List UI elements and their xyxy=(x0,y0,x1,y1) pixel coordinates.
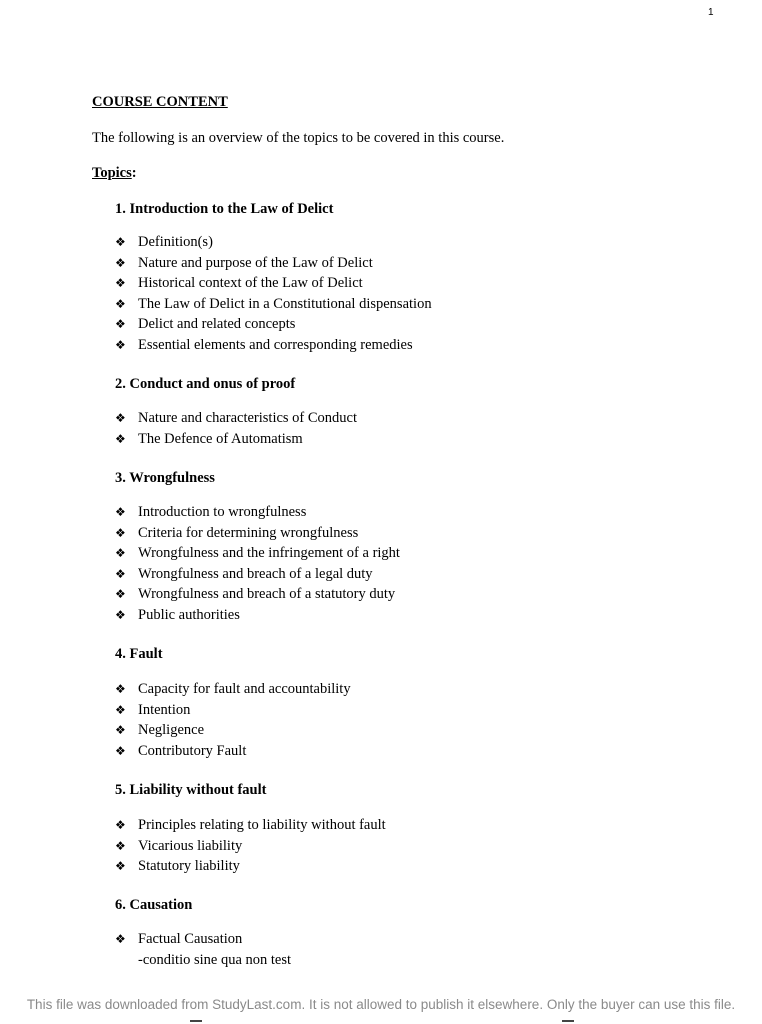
list-item-label: Factual Causation xyxy=(138,931,243,947)
list-item-label: Wrongfulness and breach of a statutory duty xyxy=(138,586,396,602)
diamond-bullet-icon: ❖ xyxy=(115,566,126,581)
section-heading-4: 4. Fault xyxy=(115,646,163,662)
download-watermark: This file was downloaded from StudyLast.com. It is not allowed to publish it elsewhere. Only the buyer can use this file. xyxy=(26,997,736,1012)
topics-label-text: Topics xyxy=(92,165,132,181)
list-item xyxy=(115,605,400,626)
list-item-label: Negligence xyxy=(138,722,205,738)
list-item xyxy=(115,815,386,836)
diamond-bullet-icon: ❖ xyxy=(115,235,126,249)
diamond-bullet-icon: ❖ xyxy=(115,859,126,873)
diamond-bullet-icon: ❖ xyxy=(115,587,126,601)
diamond-bullet-icon: ❖ xyxy=(115,682,126,696)
list-item-label: Nature and characteristics of Conduct xyxy=(138,410,358,426)
diamond-bullet-icon: ❖ xyxy=(115,276,126,290)
list-item xyxy=(115,294,432,315)
diamond-bullet-icon: ❖ xyxy=(115,525,126,540)
intro-paragraph: The following is an overview of the topics to be covered in this course. xyxy=(92,130,505,146)
list-item-label: Intention xyxy=(138,701,191,718)
list-item-label: Introduction to wrongfulness xyxy=(138,504,307,520)
document-body xyxy=(92,92,712,968)
crop-mark xyxy=(190,1020,202,1022)
diamond-bullet-icon: ❖ xyxy=(115,818,126,832)
section-heading-5: 5. Liability without fault xyxy=(115,782,267,798)
diamond-bullet-icon: ❖ xyxy=(115,932,126,946)
list-item-label: Historical context of the Law of Delict xyxy=(138,275,363,291)
diamond-bullet-icon: ❖ xyxy=(115,431,126,446)
section-4-list xyxy=(115,679,351,761)
list-item-label: Wrongfulness and breach of a legal duty xyxy=(138,565,373,582)
list-item xyxy=(115,314,432,335)
list-item xyxy=(115,929,242,950)
diamond-bullet-icon: ❖ xyxy=(115,255,126,270)
list-item-label: The Law of Delict in a Constitutional dispensation xyxy=(138,295,432,312)
page-number: 1 xyxy=(708,7,714,18)
list-item xyxy=(115,502,400,523)
list-item xyxy=(115,253,432,274)
diamond-bullet-icon: ❖ xyxy=(115,743,126,758)
list-item xyxy=(115,584,400,605)
diamond-bullet-icon: ❖ xyxy=(115,702,126,717)
list-item xyxy=(115,720,351,741)
list-item xyxy=(115,836,386,857)
list-item xyxy=(115,543,400,564)
section-6-list xyxy=(115,929,242,950)
diamond-bullet-icon: ❖ xyxy=(115,317,126,331)
list-item-label: Contributory Fault xyxy=(138,742,247,759)
section-3-list xyxy=(115,502,400,625)
list-item-label: Essential elements and corresponding remedies xyxy=(138,336,413,353)
list-item-label: Principles relating to liability without fault xyxy=(138,817,386,833)
section-heading-6: 6. Causation xyxy=(115,897,193,913)
list-item xyxy=(115,741,351,762)
list-item-label: Delict and related concepts xyxy=(138,316,296,332)
topics-label xyxy=(92,163,137,183)
list-item-label: Wrongfulness and the infringement of a right xyxy=(138,545,400,561)
list-item-label: Nature and purpose of the Law of Delict xyxy=(138,254,373,271)
diamond-bullet-icon: ❖ xyxy=(115,607,126,622)
list-item-label: Vicarious liability xyxy=(138,837,243,854)
list-item-label: Definition(s) xyxy=(138,234,213,250)
list-item-label: The Defence of Automatism xyxy=(138,430,303,447)
diamond-bullet-icon: ❖ xyxy=(115,337,126,352)
list-item xyxy=(115,273,432,294)
diamond-bullet-icon: ❖ xyxy=(115,411,126,425)
list-item xyxy=(115,856,386,877)
section-heading-3: 3. Wrongfulness xyxy=(115,470,215,486)
section-6-sub-line: -conditio sine qua non test xyxy=(138,952,292,968)
list-item-label: Capacity for fault and accountability xyxy=(138,681,351,697)
section-heading-1: 1. Introduction to the Law of Delict xyxy=(115,201,334,217)
diamond-bullet-icon: ❖ xyxy=(115,296,126,311)
list-item-label: Statutory liability xyxy=(138,858,240,874)
list-item xyxy=(115,408,357,429)
crop-mark xyxy=(562,1020,574,1022)
section-heading-2: 2. Conduct and onus of proof xyxy=(115,376,296,392)
list-item xyxy=(115,523,400,544)
list-item xyxy=(115,429,357,450)
list-item xyxy=(115,232,432,253)
section-1-list xyxy=(115,232,432,355)
course-title: COURSE CONTENT xyxy=(92,94,228,110)
list-item xyxy=(115,700,351,721)
list-item-label: Public authorities xyxy=(138,606,240,623)
section-5-list xyxy=(115,815,386,877)
diamond-bullet-icon: ❖ xyxy=(115,546,126,560)
list-item xyxy=(115,564,400,585)
section-2-list xyxy=(115,408,357,449)
diamond-bullet-icon: ❖ xyxy=(115,838,126,853)
list-item xyxy=(115,679,351,700)
list-item xyxy=(115,335,432,356)
list-item-label: Criteria for determining wrongfulness xyxy=(138,524,359,541)
topics-label-colon: : xyxy=(131,165,137,181)
diamond-bullet-icon: ❖ xyxy=(115,505,126,519)
diamond-bullet-icon: ❖ xyxy=(115,723,126,737)
